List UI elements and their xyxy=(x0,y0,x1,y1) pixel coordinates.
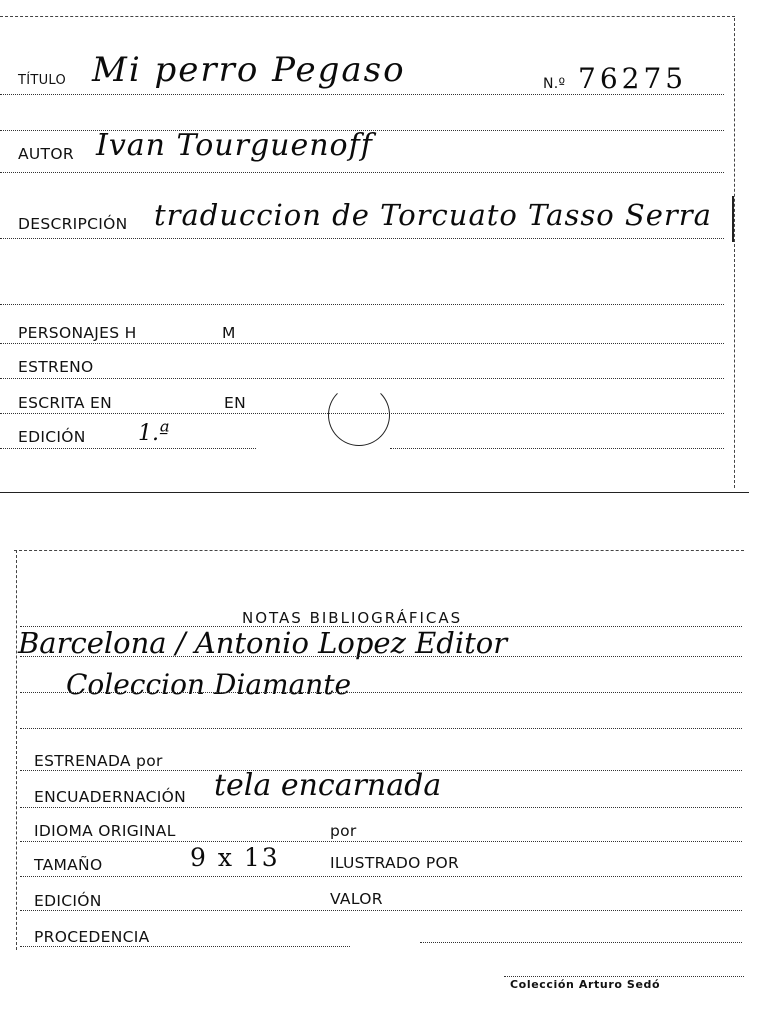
autor-line xyxy=(0,172,724,173)
card-bottom-top-edge xyxy=(14,550,744,551)
notas-title: NOTAS BIBLIOGRÁFICAS xyxy=(242,609,463,627)
escrita-label: ESCRITA EN xyxy=(18,394,112,412)
notas-line-3 xyxy=(20,728,742,729)
card-right-mark xyxy=(732,196,734,242)
stamp-circle xyxy=(328,384,390,446)
card-top-bottom-edge xyxy=(0,492,749,493)
encuadernacion-line xyxy=(20,807,742,808)
estrenada-label: ESTRENADA por xyxy=(34,752,163,770)
edicion2-line xyxy=(20,910,742,911)
idioma-line xyxy=(20,841,742,842)
descripcion-label: DESCRIPCIÓN xyxy=(18,215,128,233)
tamano-label: TAMAÑO xyxy=(34,856,103,874)
descripcion-value: traduccion de Torcuato Tasso Serra xyxy=(154,198,712,232)
catalog-card-bottom xyxy=(0,540,759,1028)
card-right-edge xyxy=(734,18,735,488)
procedencia-line xyxy=(20,946,350,947)
notas-line1-value: Barcelona / Antonio Lopez Editor xyxy=(18,626,508,660)
idioma-label: IDIOMA ORIGINAL xyxy=(34,822,176,840)
titulo-label: TÍTULO xyxy=(18,73,67,88)
encuadernacion-label: ENCUADERNACIÓN xyxy=(34,788,186,806)
footer-line xyxy=(504,976,744,977)
edicion-line xyxy=(0,448,256,449)
notas-line-1 xyxy=(20,656,742,657)
personajes-line xyxy=(0,343,724,344)
autor-value: Ivan Tourguenoff xyxy=(96,128,373,163)
personajes-m-label: M xyxy=(222,324,236,342)
procedencia-label: PROCEDENCIA xyxy=(34,928,150,946)
edicion-line-right xyxy=(390,448,724,449)
notas-line-2 xyxy=(20,692,742,693)
autor-label: AUTOR xyxy=(18,145,74,163)
notas-line2-value: Coleccion Diamante xyxy=(66,668,352,701)
catalog-card-top xyxy=(0,0,759,494)
titulo-line xyxy=(0,94,724,95)
procedencia-line-right xyxy=(420,942,742,943)
card-bottom-left-edge xyxy=(16,550,17,950)
card-top-edge xyxy=(0,16,735,17)
tamano-value: 9 x 13 xyxy=(190,843,280,872)
encuadernacion-value: tela encarnada xyxy=(214,768,442,803)
escrita-en-label: EN xyxy=(224,394,246,412)
valor-label: VALOR xyxy=(330,890,383,908)
collection-footer: Colección Arturo Sedó xyxy=(510,978,661,991)
titulo-value: Mi perro Pegaso xyxy=(92,50,406,90)
numero-value: 76275 xyxy=(578,62,688,95)
estreno-line xyxy=(0,378,724,379)
descripcion-line-2 xyxy=(0,304,724,305)
estreno-label: ESTRENO xyxy=(18,358,94,376)
ilustrado-label: ILUSTRADO POR xyxy=(330,854,460,872)
edicion2-label: EDICIÓN xyxy=(34,892,102,910)
numero-label: N.º xyxy=(543,76,566,92)
idioma-por-label: por xyxy=(330,822,357,840)
tamano-line xyxy=(20,876,742,877)
descripcion-line xyxy=(0,238,724,239)
personajes-label: PERSONAJES H xyxy=(18,324,137,342)
edicion-value: 1.ª xyxy=(138,421,170,446)
edicion-label: EDICIÓN xyxy=(18,428,86,446)
